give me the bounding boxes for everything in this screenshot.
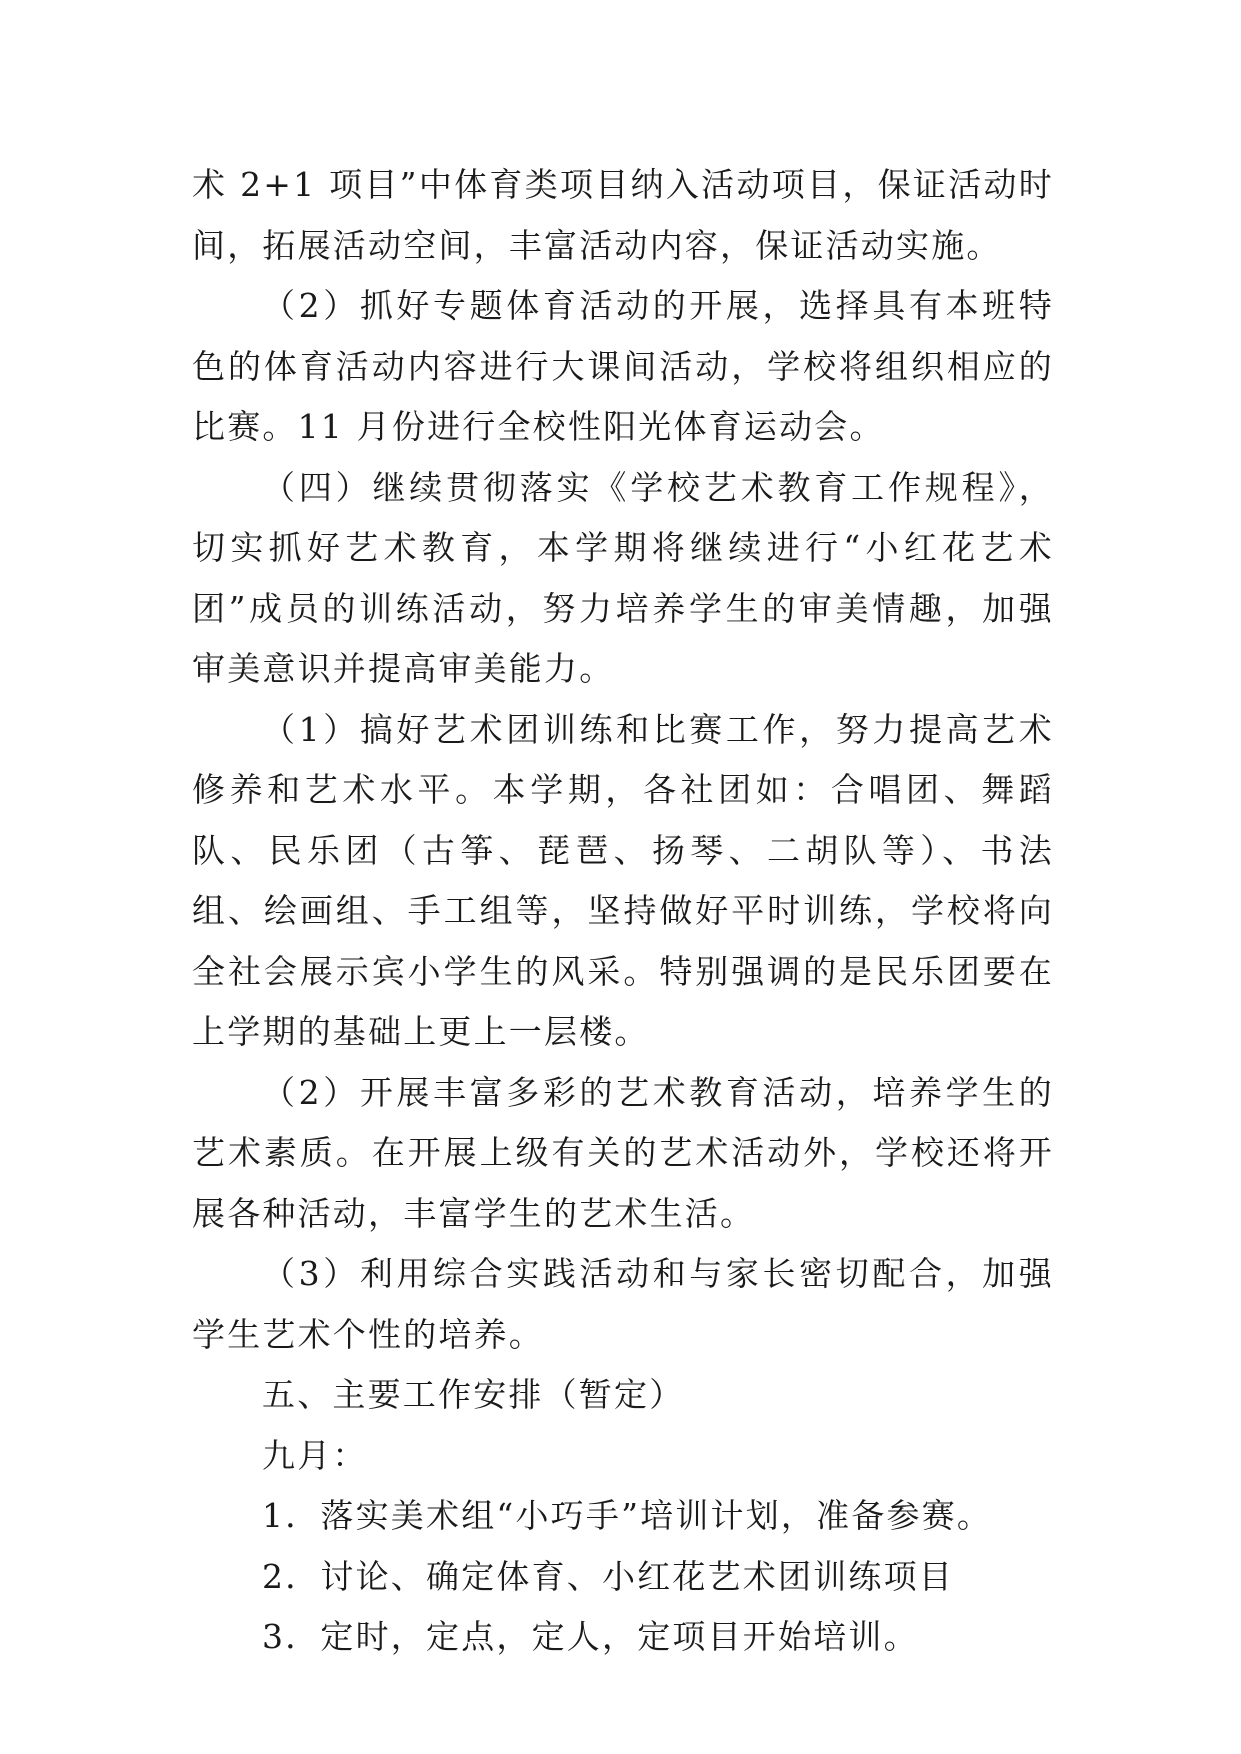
paragraph-practice-and-parents: （3）利用综合实践活动和与家长密切配合，加强学生艺术个性的培养。: [192, 1254, 1054, 1354]
paragraph-art-education-regulations: （四）继续贯彻落实《学校艺术教育工作规程》，切实抓好艺术教育，本学期将继续进行“小红花艺术团”成员的训练活动，努力培养学生的审美情趣，加强审美意识并提高审美能力。: [192, 467, 1054, 688]
paragraph-art-education-activities: （2）开展丰富多彩的艺术教育活动，培养学生的艺术素质。在开展上级有关的艺术活动外，学校还将开展各种活动，丰富学生的艺术生活。: [192, 1072, 1054, 1233]
document-body: [192, 155, 1054, 1668]
paragraph-art-troupe-training: （1）搞好艺术团训练和比赛工作，努力提高艺术修养和艺术水平。本学期，各社团如：合唱团、舞蹈队、民乐团（古筝、琵琶、扬琴、二胡队等）、书法组、绘画组、手工组等，坚持做好平时训练，学校将向全社会展示宾小学生的风采。特别强调的是民乐团要在上学期的基础上更上一层楼。: [192, 709, 1054, 1051]
paragraph-continuation-sports-projects: 术 2+1 项目”中体育类项目纳入活动项目，保证活动时间，拓展活动空间，丰富活动内容，保证活动实施。: [192, 165, 1054, 265]
section-heading-work-schedule: 五、主要工作安排（暂定）: [262, 1375, 685, 1414]
month-heading-september: 九月：: [262, 1435, 368, 1475]
paragraph-special-sports-activities: （2）抓好专题体育活动的开展，选择具有本班特色的体育活动内容进行大课间活动，学校将组织相应的比赛。11 月份进行全校性阳光体育运动会。: [192, 286, 1054, 446]
list-item-1: 1．落实美术组“小巧手”培训计划，准备参赛。: [262, 1496, 993, 1535]
list-item-3: 3．定时，定点，定人，定项目开始培训。: [262, 1617, 919, 1656]
list-item-2: 2．讨论、确定体育、小红花艺术团训练项目: [262, 1556, 954, 1596]
